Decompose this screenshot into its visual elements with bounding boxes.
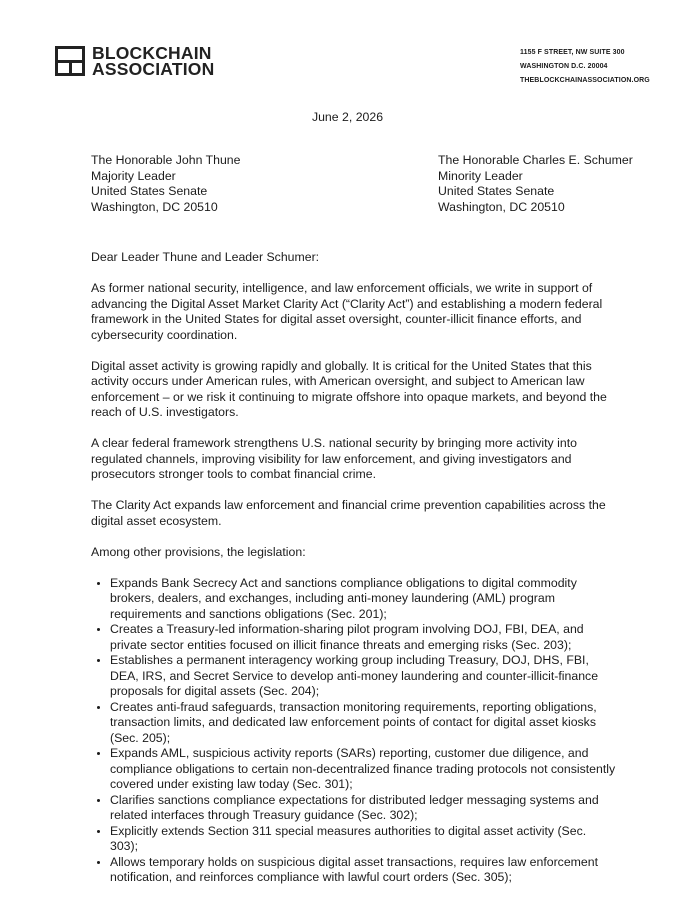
letterhead-address xyxy=(520,46,650,88)
body-paragraph: Among other provisions, the legislation: xyxy=(91,544,306,559)
recipient-org: United States Senate xyxy=(438,184,555,198)
recipient-schumer xyxy=(438,153,633,215)
provision-item: • Allows temporary holds on suspicious digital asset transactions, requires law enforcement notification, and reinforces compliance with lawful court orders (Sec. 305); xyxy=(110,855,616,886)
provision-item: • Clarifies sanctions compliance expectations for distributed ledger messaging systems and related interfaces through Treasury guidance (Sec. 302); xyxy=(110,793,616,824)
letter-date: June 2, 2026 xyxy=(311,110,384,124)
recipient-title: Minority Leader xyxy=(438,168,523,183)
body-paragraph: As former national security, intelligence, and law enforcement officials, we write in support of advancing the Digital Asset Market Clarity Act (“Clarity Act”) and establishing a modern federal framework in the United States for digital asset oversight, counter-illicit finance efforts, and cybersecurity coordination. xyxy=(91,281,603,342)
recipient-title: Majority Leader xyxy=(91,168,176,183)
recipient-name: The Honorable John Thune xyxy=(91,153,241,167)
provision-item: • Establishes a permanent interagency working group including Treasury, DOJ, DHS, FBI, DEA, IRS, and Secret Service to develop anti-money laundering and counter-illicit-finance proposals for digital assets (Sec. 204); xyxy=(110,653,616,700)
recipient-thune xyxy=(91,153,241,215)
logo-line-2: ASSOCIATION xyxy=(92,59,215,79)
provision-item: • Creates a Treasury-led information-sharing pilot program involving DOJ, FBI, DEA, and private sector entities focused on illicit finance threats and emerging risks (Sec. 203); xyxy=(110,622,616,653)
provisions-list xyxy=(91,576,616,886)
letter-body xyxy=(91,250,616,886)
provision-item: • Explicitly extends Section 311 special measures authorities to digital asset activity (Sec. 303); xyxy=(110,824,616,855)
provision-item: • Expands AML, suspicious activity reports (SARs) reporting, customer due diligence, and compliance obligations to certain non-decentralized finance trading protocols not consistently covered under existing law today (Sec. 301); xyxy=(110,746,616,793)
salutation: Dear Leader Thune and Leader Schumer: xyxy=(91,250,320,264)
body-paragraph: The Clarity Act expands law enforcement and financial crime prevention capabilities across the digital asset ecosystem. xyxy=(91,498,606,528)
address-website: THEBLOCKCHAINASSOCIATION.ORG xyxy=(520,77,650,84)
recipient-city: Washington, DC 20510 xyxy=(438,199,565,214)
logo-wordmark xyxy=(92,45,214,77)
letterhead-logo xyxy=(55,45,214,77)
logo-line-1: BLOCKCHAIN xyxy=(92,43,212,63)
recipient-org: United States Senate xyxy=(91,184,208,198)
recipient-city: Washington, DC 20510 xyxy=(91,199,218,214)
address-city: WASHINGTON D.C. 20004 xyxy=(520,63,608,70)
body-paragraph: A clear federal framework strengthens U.S. national security by bringing more activity into regulated channels, improving visibility for law enforcement, and giving investigators and prosecutors stronger tools to combat financial crime. xyxy=(91,436,577,481)
provision-item: • Expands Bank Secrecy Act and sanctions compliance obligations to digital commodity brokers, dealers, and exchanges, including anti-money laundering (AML) program requirements and sanctions obligations (Sec. 201); xyxy=(110,576,616,623)
address-street: 1155 F STREET, NW SUITE 300 xyxy=(520,49,625,56)
body-paragraph: Digital asset activity is growing rapidly and globally. It is critical for the United States that this activity occurs under American rules, with American oversight, and subject to American law enforcement – or we risk it continuing to migrate offshore into opaque markets, and beyond the reach of U.S. investigators. xyxy=(91,358,607,419)
recipient-name: The Honorable Charles E. Schumer xyxy=(438,153,633,167)
provision-item: • Creates anti-fraud safeguards, transaction monitoring requirements, reporting obligations, transaction limits, and dedicated law enforcement points of contact for digital asset kiosks (Sec. 205); xyxy=(110,700,616,747)
blockchain-association-logo-icon xyxy=(55,46,85,76)
